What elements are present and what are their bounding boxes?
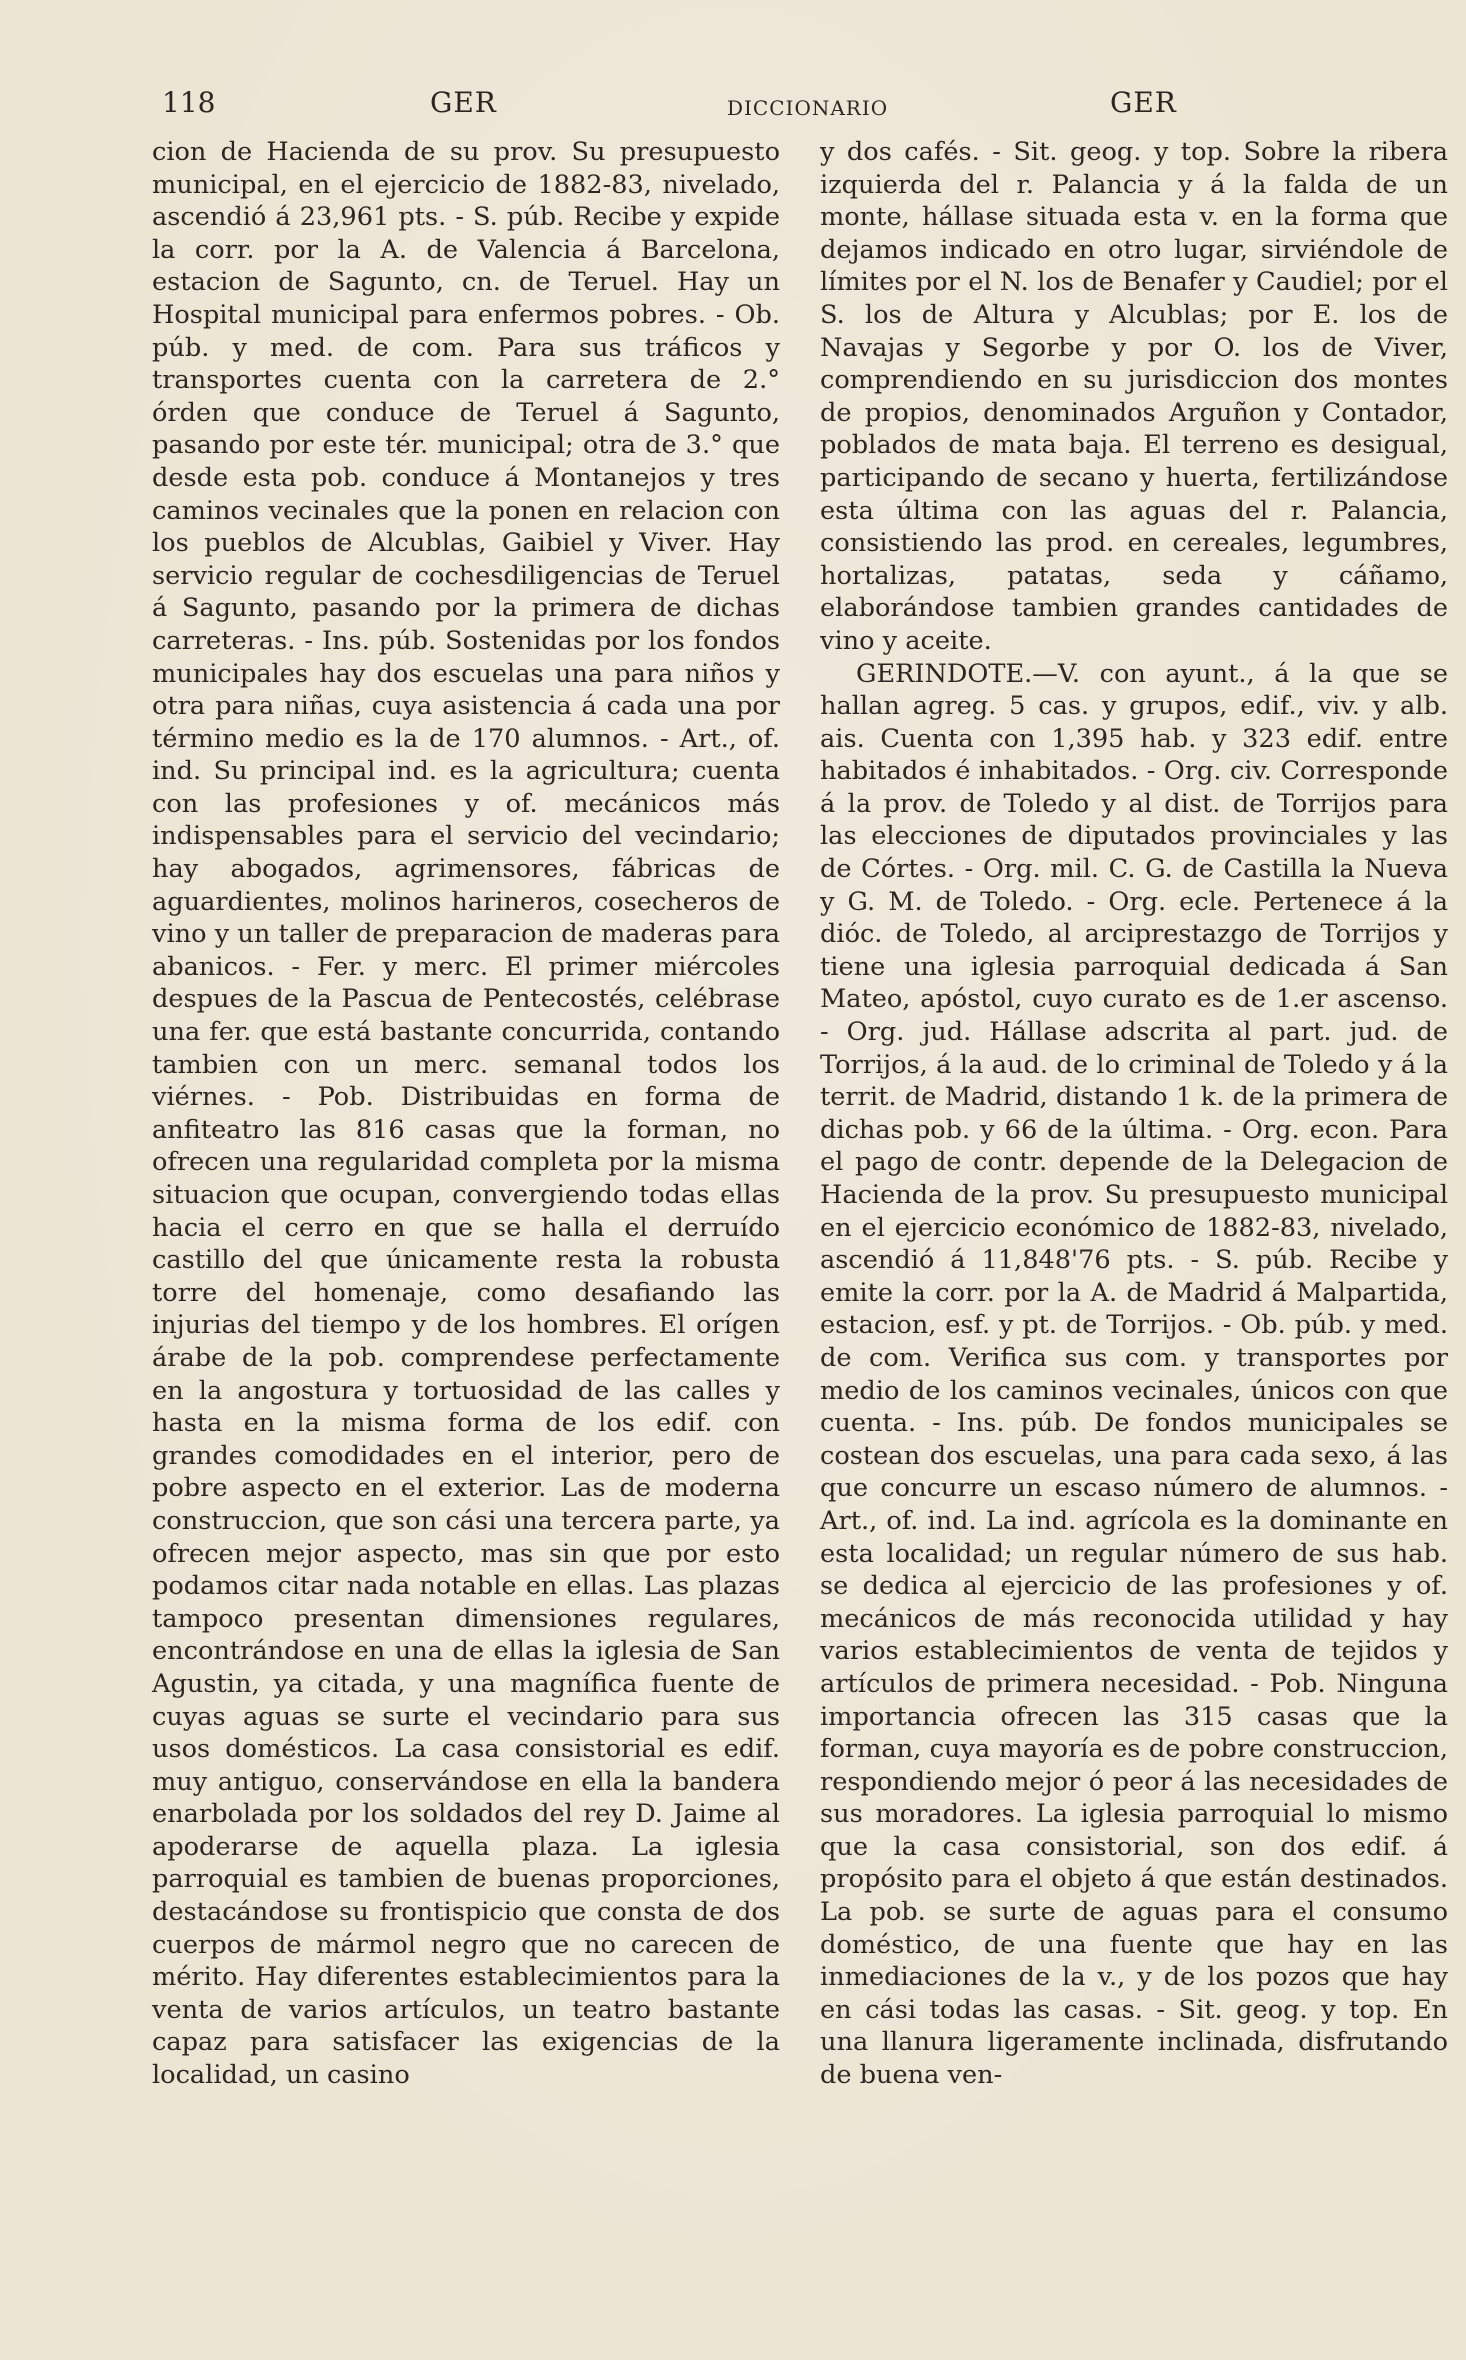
entry-gerindote: GERINDOTE.—V. con ayunt., á la que se hallan agreg. 5 cas. y grupos, edif., viv. y alb. ais. Cuenta con 1,395 hab. y 323 edif. entre habitados é inhabitados. - Org. civ. Corresponde á la prov. de Toledo y al dist. de Torrijos para las elecciones de diputados provinciales y las de Córtes. - Org. mil. C. G. de Castilla la Nueva y G. M. de Toledo. - Org. ecle. Pertenece á la dióc. de Toledo, al arciprestazgo de Torrijos y tiene una iglesia parroquial dedicada á San Mateo, apóstol, cuyo curato es de 1.er ascenso. - Org. jud. Hállase adscrita al part. jud. de Torrijos, á la aud. de lo criminal de Toledo y á la territ. de Madrid, distando 1 k. de la primera de dichas pob. y 66 de la última. - Org. econ. Para el pago de contr. depende de la Delegacion de Hacienda de la prov. Su presupuesto municipal en el ejercicio económico de 1882-83, nivelado, ascendió á 11,848'76 pts. - S. púb. Recibe y emite la corr. por la A. de Madrid á Malpartida, estacion, esf. y pt. de Torrijos. - Ob. púb. y med. de com. Verifica sus com. y transportes por medio de los caminos vecinales, únicos con que cuenta. - Ins. púb. De fondos municipales se costean dos escuelas, una para cada sexo, á las que concurre un escaso número de alumnos. - Art., of. ind. La ind. agrícola es la dominante en esta localidad; un regular número de sus hab. se dedica al ejercicio de las profesiones y of. mecánicos de más reconocida utilidad y hay varios establecimientos de venta de tejidos y artículos de primera necesidad. - Pob. Ninguna importancia ofrecen las 315 casas que la forman, cuya mayoría es de pobre construccion, respondiendo mejor ó peor á las necesidades de sus moradores. La iglesia parroquial lo mismo que la casa consistorial, son dos edif. á propósito para el objeto á que están destinados. La pob. se surte de aguas para el consumo doméstico, de una fuente que hay en las inmediaciones de la v., y de los pozos que hay en cási todas las casas. - Sit. geog. y top. En una llanura ligeramente inclinada, disfrutando de buena ven- xyxy=(820,658,1448,2091)
right-column xyxy=(820,136,1448,2092)
page-number: 118 xyxy=(162,86,216,119)
left-paragraph: cion de Hacienda de su prov. Su presupuesto municipal, en el ejercicio de 1882-83, nivelado, ascendió á 23,961 pts. - S. púb. Recibe y expide la corr. por la A. de Valencia á Barcelona, estacion de Sagunto, cn. de Teruel. Hay un Hospital municipal para enfermos pobres. - Ob. púb. y med. de com. Para sus tráficos y transportes cuenta con la carretera de 2.° órden que conduce de Teruel á Sagunto, pasando por este tér. municipal; otra de 3.° que desde esta pob. conduce á Montanejos y tres caminos vecinales que la ponen en relacion con los pueblos de Alcublas, Gaibiel y Viver. Hay servicio regular de cochesdiligencias de Teruel á Sagunto, pasando por la primera de dichas carreteras. - Ins. púb. Sostenidas por los fondos municipales hay dos escuelas una para niños y otra para niñas, cuya asistencia á cada una por término medio es la de 170 alumnos. - Art., of. ind. Su principal ind. es la agricultura; cuenta con las profesiones y of. mecánicos más indispensables para el servicio del vecindario; hay abogados, agrimensores, fábricas de aguardientes, molinos harineros, cosecheros de vino y un taller de preparacion de maderas para abanicos. - Fer. y merc. El primer miércoles despues de la Pascua de Pentecostés, celébrase una fer. que está bastante concurrida, contando tambien con un merc. semanal todos los viérnes. - Pob. Distribuidas en forma de anfiteatro las 816 casas que la forman, no ofrecen una regularidad completa por la misma situacion que ocupan, convergiendo todas ellas hacia el cerro en que se halla el derruído castillo del que únicamente resta la robusta torre del homenaje, como desafiando las injurias del tiempo y de los hombres. El orígen árabe de la pob. comprendese perfectamente en la angostura y tortuosidad de las calles y hasta en la misma forma de los edif. con grandes comodidades en el interior, pero de pobre aspecto en el exterior. Las de moderna construccion, que son cási una tercera parte, ya ofrecen mejor aspecto, mas sin que por esto podamos citar nada notable en ellas. Las plazas tampoco presentan dimensiones regulares, encontrándose en una de ellas la iglesia de San Agustin, ya citada, y una magnífica fuente de cuyas aguas se surte el vecindario para sus usos domésticos. La casa consistorial es edif. muy antiguo, conservándose en ella la bandera enarbolada por los soldados del rey D. Jaime al apoderarse de aquella plaza. La iglesia parroquial es tambien de buenas proporciones, destacándose su frontispicio que consta de dos cuerpos de mármol negro que no carecen de mérito. Hay diferentes establecimientos para la venta de varios artículos, un teatro bastante capaz para satisfacer las exigencias de la localidad, un casino xyxy=(152,137,780,2091)
page-header xyxy=(152,86,1182,126)
right-paragraph-continuation: y dos cafés. - Sit. geog. y top. Sobre la ribera izquierda del r. Palancia y á la falda de un monte, hállase situada esta v. en la forma que dejamos indicado en otro lugar, sirviéndole de límites por el N. los de Benafer y Caudiel; por el S. los de Altura y Alcublas; por E. los de Navajas y Segorbe y por O. los de Viver, comprendiendo en su jurisdiccion dos montes de propios, denominados Arguñon y Contador, poblados de mata baja. El terreno es desigual, participando de secano y huerta, fertilizándose esta última con las aguas del r. Palancia, consistiendo las prod. en cereales, legumbres, hortalizas, patatas, seda y cáñamo, elaborándose tambien grandes cantidades de vino y aceite. xyxy=(820,137,1448,656)
header-keyword-left: GER xyxy=(430,86,497,119)
header-keyword-right: GER xyxy=(1110,86,1177,119)
header-title: DICCIONARIO xyxy=(727,96,889,120)
left-column xyxy=(152,136,780,2092)
